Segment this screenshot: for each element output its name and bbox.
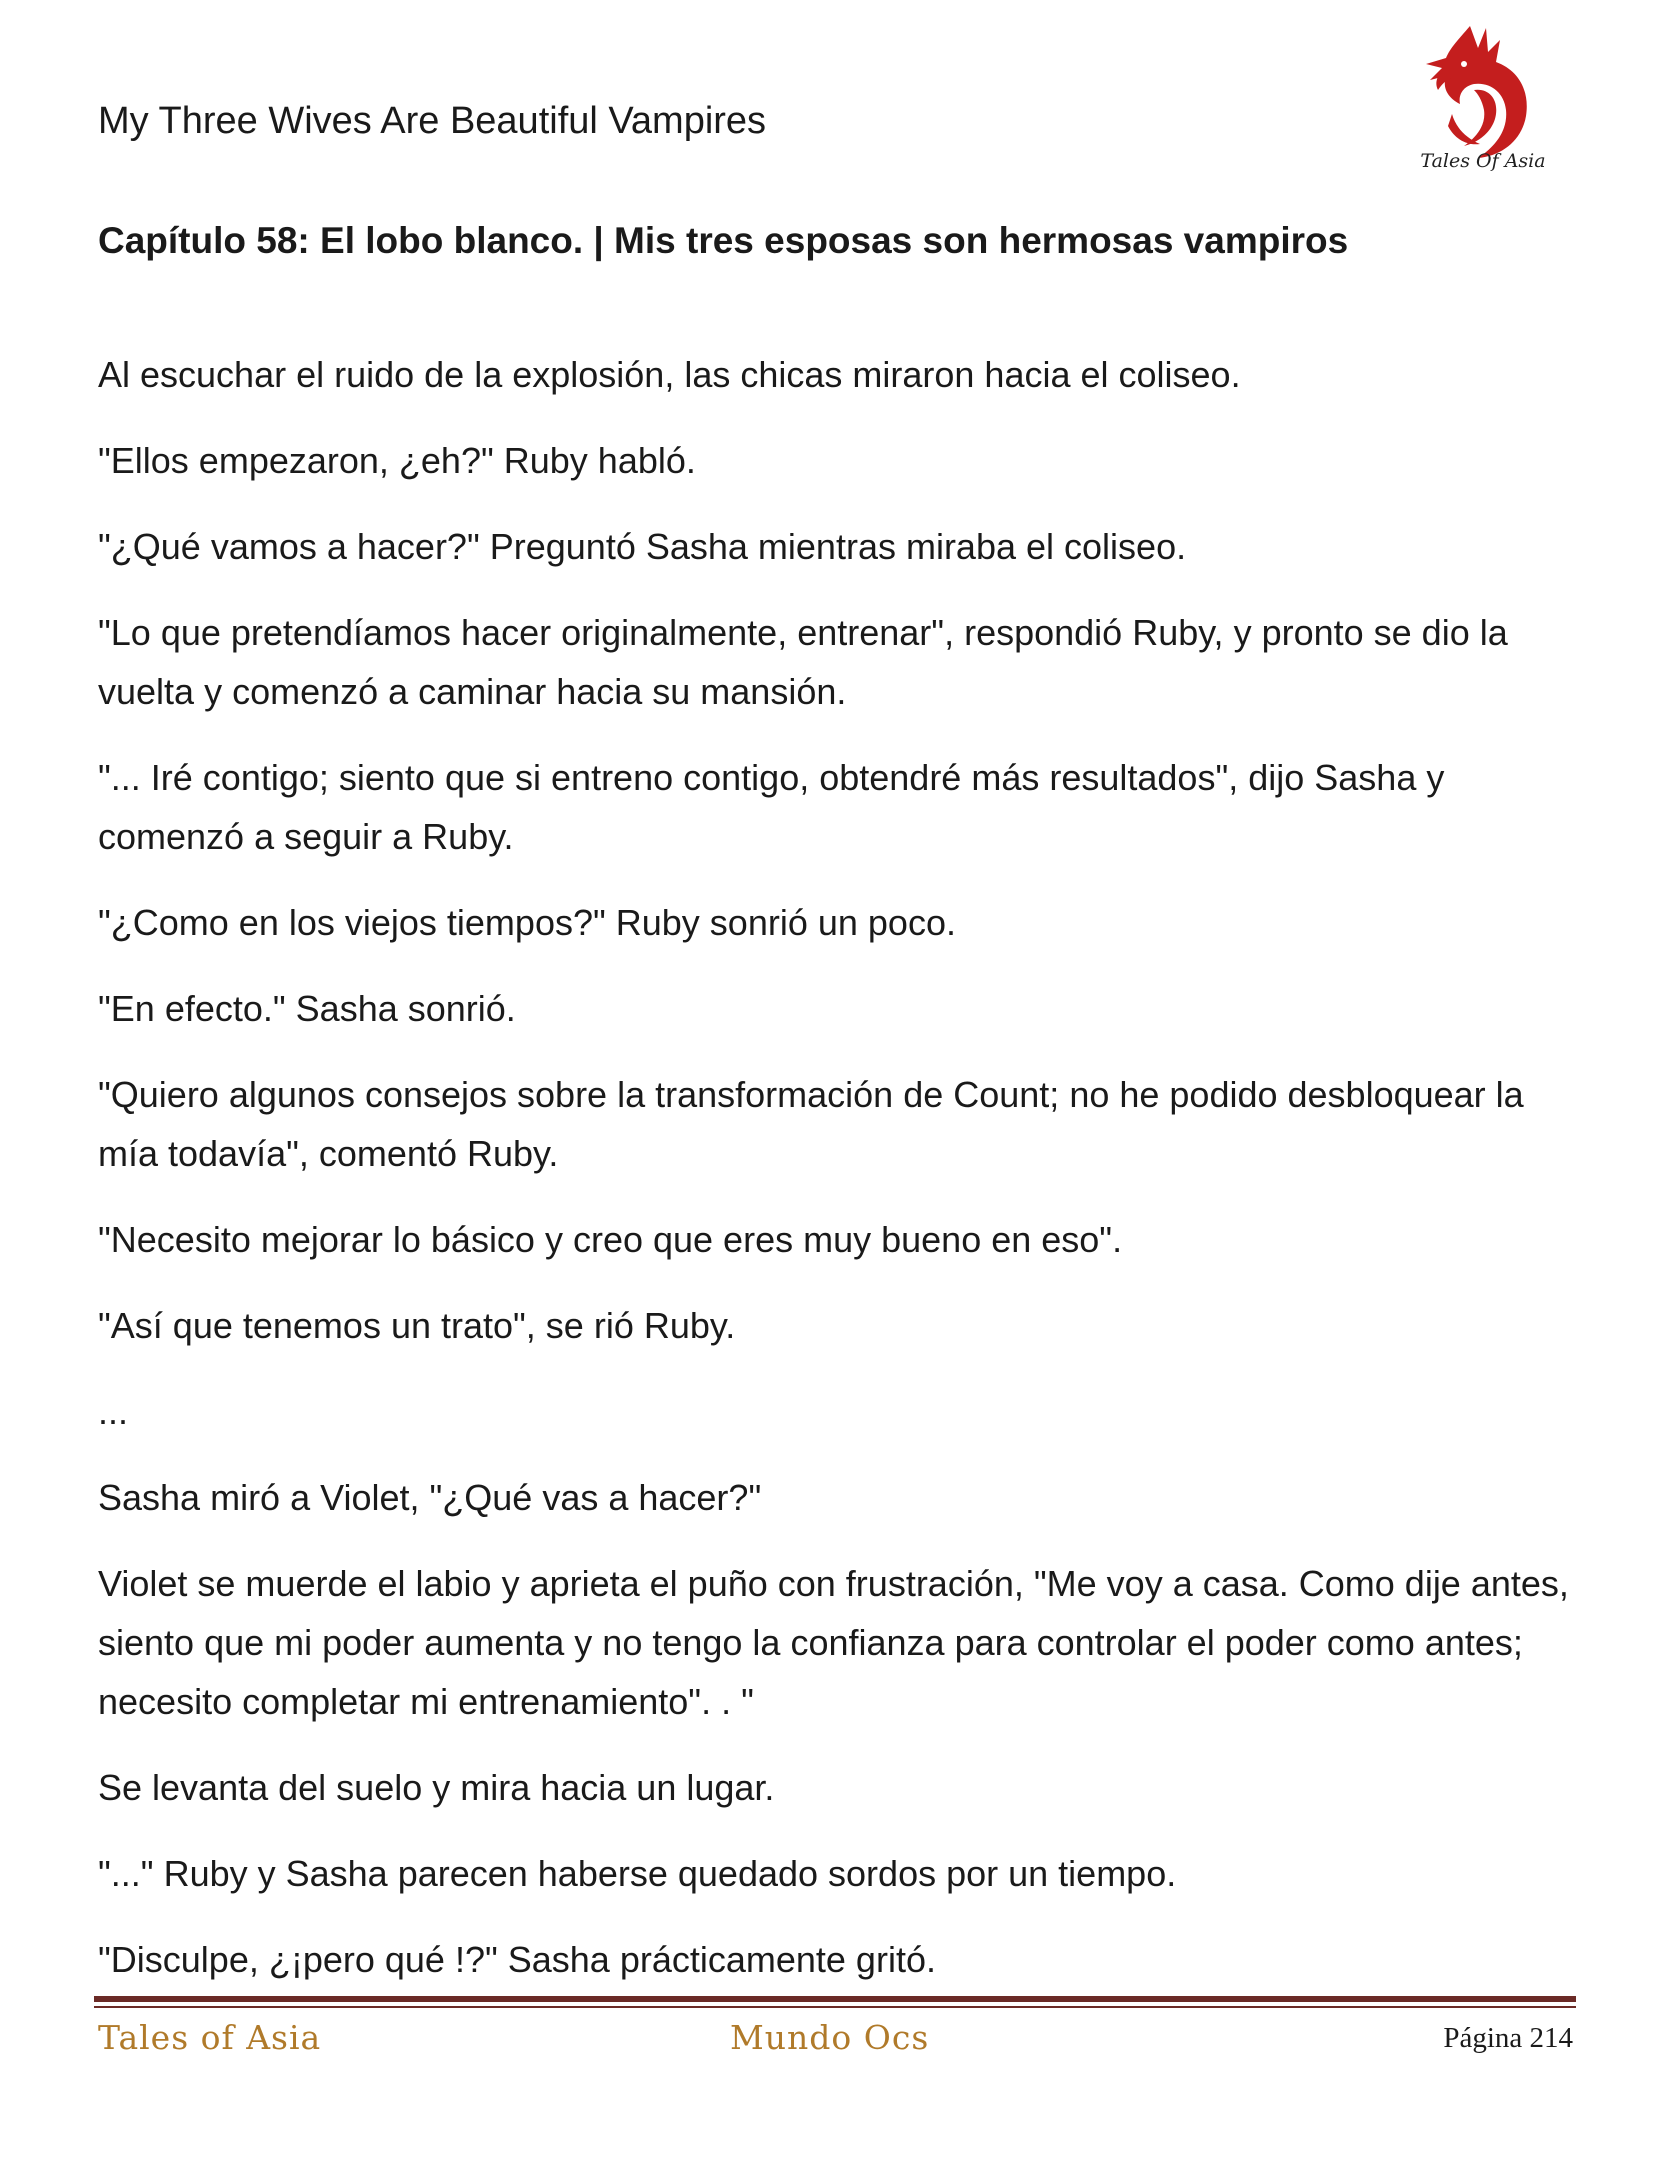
- footer-divider: [94, 1996, 1576, 2002]
- chapter-body: [98, 345, 1578, 2016]
- page-number: Página 214: [1443, 2022, 1573, 2054]
- paragraph: "En efecto." Sasha sonrió.: [98, 988, 516, 1029]
- logo-caption: Tales Of Asia: [1420, 150, 1546, 172]
- footer-site-name: Tales of Asia: [98, 2018, 322, 2057]
- paragraph: "Ellos empezaron, ¿eh?" Ruby habló.: [98, 440, 696, 481]
- chapter-title: Capítulo 58: El lobo blanco. | Mis tres esposas son hermosas vampiros: [98, 220, 1349, 261]
- footer-section-name: Mundo Ocs: [730, 2018, 930, 2057]
- paragraph: Violet se muerde el labio y aprieta el puño con frustración, "Me voy a casa. Como dije antes, siento que mi poder aumenta y no tengo la confianza para controlar el poder como antes; necesito completar mi entrenamiento". . ": [98, 1563, 1569, 1722]
- book-title: My Three Wives Are Beautiful Vampires: [98, 100, 767, 142]
- paragraph: "Así que tenemos un trato", se rió Ruby.: [98, 1305, 736, 1346]
- paragraph: "Quiero algunos consejos sobre la transformación de Count; no he podido desbloquear la mía todavía", comentó Ruby.: [98, 1074, 1524, 1174]
- paragraph: Se levanta del suelo y mira hacia un lugar.: [98, 1767, 775, 1808]
- paragraph: "¿Qué vamos a hacer?" Preguntó Sasha mientras miraba el coliseo.: [98, 526, 1187, 567]
- footer-divider-thin: [94, 2006, 1576, 2008]
- paragraph: "Disculpe, ¿¡pero qué !?" Sasha prácticamente gritó.: [98, 1939, 936, 1980]
- paragraph: "..." Ruby y Sasha parecen haberse quedado sordos por un tiempo.: [98, 1853, 1177, 1894]
- paragraph: Al escuchar el ruido de la explosión, las chicas miraron hacia el coliseo.: [98, 354, 1241, 395]
- paragraph: "¿Como en los viejos tiempos?" Ruby sonrió un poco.: [98, 902, 956, 943]
- scene-break: ...: [98, 1391, 129, 1432]
- paragraph: "... Iré contigo; siento que si entreno contigo, obtendré más resultados", dijo Sasha y comenzó a seguir a Ruby.: [98, 757, 1445, 857]
- paragraph: "Necesito mejorar lo básico y creo que eres muy bueno en eso".: [98, 1219, 1123, 1260]
- paragraph: Sasha miró a Violet, "¿Qué vas a hacer?": [98, 1477, 762, 1518]
- paragraph: "Lo que pretendíamos hacer originalmente, entrenar", respondió Ruby, y pronto se dio la vuelta y comenzó a caminar hacia su mansión.: [98, 612, 1508, 712]
